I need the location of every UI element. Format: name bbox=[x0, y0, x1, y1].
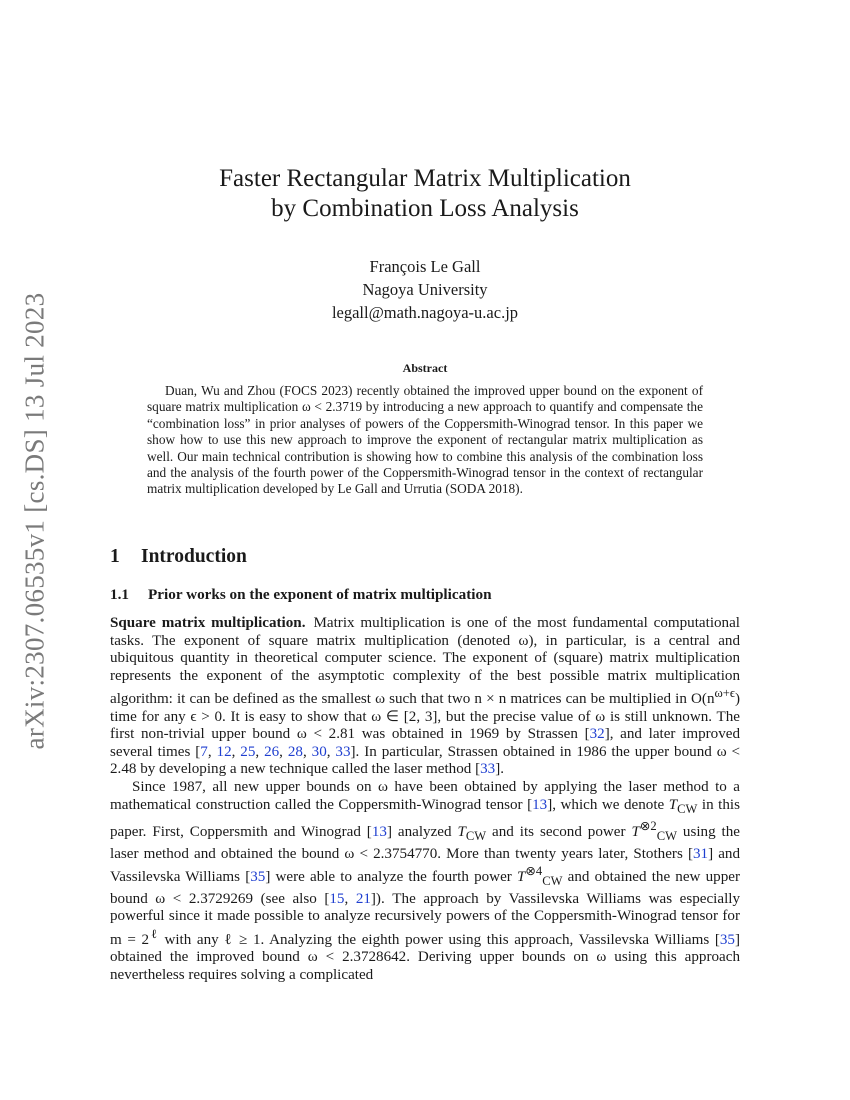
citation-link[interactable]: 33 bbox=[335, 743, 351, 760]
abstract-heading: Abstract bbox=[402, 361, 448, 375]
arxiv-identifier: arXiv:2307.06535v1 [cs.DS] 13 Jul 2023 bbox=[19, 292, 50, 750]
subsection-heading bbox=[110, 586, 492, 604]
section-heading bbox=[110, 546, 247, 568]
author-email[interactable]: legall@math.nagoya-u.ac.jp bbox=[331, 303, 519, 322]
citation-link[interactable]: 13 bbox=[532, 796, 548, 813]
citation-link[interactable]: 26 bbox=[264, 743, 280, 760]
author-name: François Le Gall bbox=[369, 257, 481, 276]
author-affiliation: Nagoya University bbox=[362, 280, 488, 299]
citation-link[interactable]: 33 bbox=[480, 761, 496, 778]
citation-link[interactable]: 28 bbox=[287, 743, 303, 760]
citation-link[interactable]: 35 bbox=[250, 869, 266, 886]
citation-link[interactable]: 32 bbox=[589, 726, 605, 743]
citation-link[interactable]: 12 bbox=[216, 743, 232, 760]
subsection-title: Prior works on the exponent of matrix multiplication bbox=[148, 586, 492, 603]
paragraph-since-1987: Since 1987, all new upper bounds on ω have been obtained by applying the laser method to a mathematical construction called the Coppersmith-Winograd tensor [13], which we denote $T_{CW}$ in this paper. First, Coppersmith and Winograd [13] analyzed $T_{CW}$ and its second power $T^{\otimes 2}_{CW}$ using the laser method and obtained the bound ω < 2.3754770. More than twenty years later, Stothers [31] and Vassilevska Williams [35] were able to analyze the fourth power $T^{\otimes 4}_{CW}$ and obtained the new upper bound ω < 2.3729269 (see also [15, 21]). The approach by Vassilevska Williams was especially powerful since it made possible to analyze recursively powers of the Coppersmith-Winograd tensor for $m = 2^\ell$ with any ℓ ≥ 1. Analyzing the eighth power using this approach, Vassilevska Williams [35] obtained the improved bound ω < 2.3728642. Deriving upper bounds on ω using this approach nevertheless requires solving a complicated bbox=[110, 778, 741, 984]
section-title: Introduction bbox=[141, 546, 247, 567]
paper-title bbox=[0, 164, 850, 224]
body-text bbox=[110, 615, 740, 985]
citation-link[interactable]: 35 bbox=[719, 931, 735, 948]
citation-link[interactable]: 30 bbox=[311, 743, 327, 760]
citation-link[interactable]: 13 bbox=[371, 824, 387, 841]
paragraph-square-mm: Square matrix multiplication. Matrix multiplication is one of the most fundamental computational tasks. The exponent of square matrix multiplication (denoted ω), in particular, is a central and ubiquitous quantity in theoretical computer science. The exponent of (square) matrix multiplication represents the exponent of the asymptotic complexity of the best possible matrix multiplication algorithm: it can be defined as the smallest ω such that two n × n matrices can be multiplied in $O(n^{\omega+\epsilon})$ time for any ϵ > 0. It is easy to show that ω ∈ [2, 3], but the precise value of ω is still unknown. The first non-trivial upper bound ω < 2.81 was obtained in 1969 by Strassen [32], and later improved several times [7, 12, 25, 26, 28, 30, 33]. In particular, Strassen obtained in 1986 the upper bound ω < 2.48 by developing a new technique called the laser method [33]. bbox=[110, 615, 741, 778]
title-line-1: Faster Rectangular Matrix Multiplication bbox=[219, 165, 631, 192]
title-line-2: by Combination Loss Analysis bbox=[271, 195, 579, 222]
section-number: 1 bbox=[110, 546, 120, 567]
citation-link[interactable]: 21 bbox=[355, 890, 371, 907]
abstract-text: Duan, Wu and Zhou (FOCS 2023) recently obtained the improved upper bound on the exponent of square matrix multiplication ω < 2.3719 by introducing a new approach to quantify and compensate the “combination loss” in prior analyses of powers of the Coppersmith-Winograd tensor. In this paper we show how to use this new approach to improve the exponent of rectangular matrix multiplication as well. Our main technical contribution is showing how to combine this analysis of the combination loss and the analysis of the fourth power of the Coppersmith-Winograd tensor in the context of rectangular matrix multiplication developed by Le Gall and Urrutia (SODA 2018). bbox=[147, 383, 703, 497]
arxiv-sidebar bbox=[18, 282, 52, 760]
citation-link[interactable]: 25 bbox=[240, 743, 256, 760]
paragraph-runin-heading: Square matrix multiplication. bbox=[110, 615, 306, 631]
subsection-number: 1.1 bbox=[110, 586, 129, 603]
author-block bbox=[0, 255, 850, 324]
citation-link[interactable]: 31 bbox=[692, 845, 709, 862]
citation-link[interactable]: 7 bbox=[200, 743, 208, 760]
citation-link[interactable]: 15 bbox=[329, 890, 345, 907]
